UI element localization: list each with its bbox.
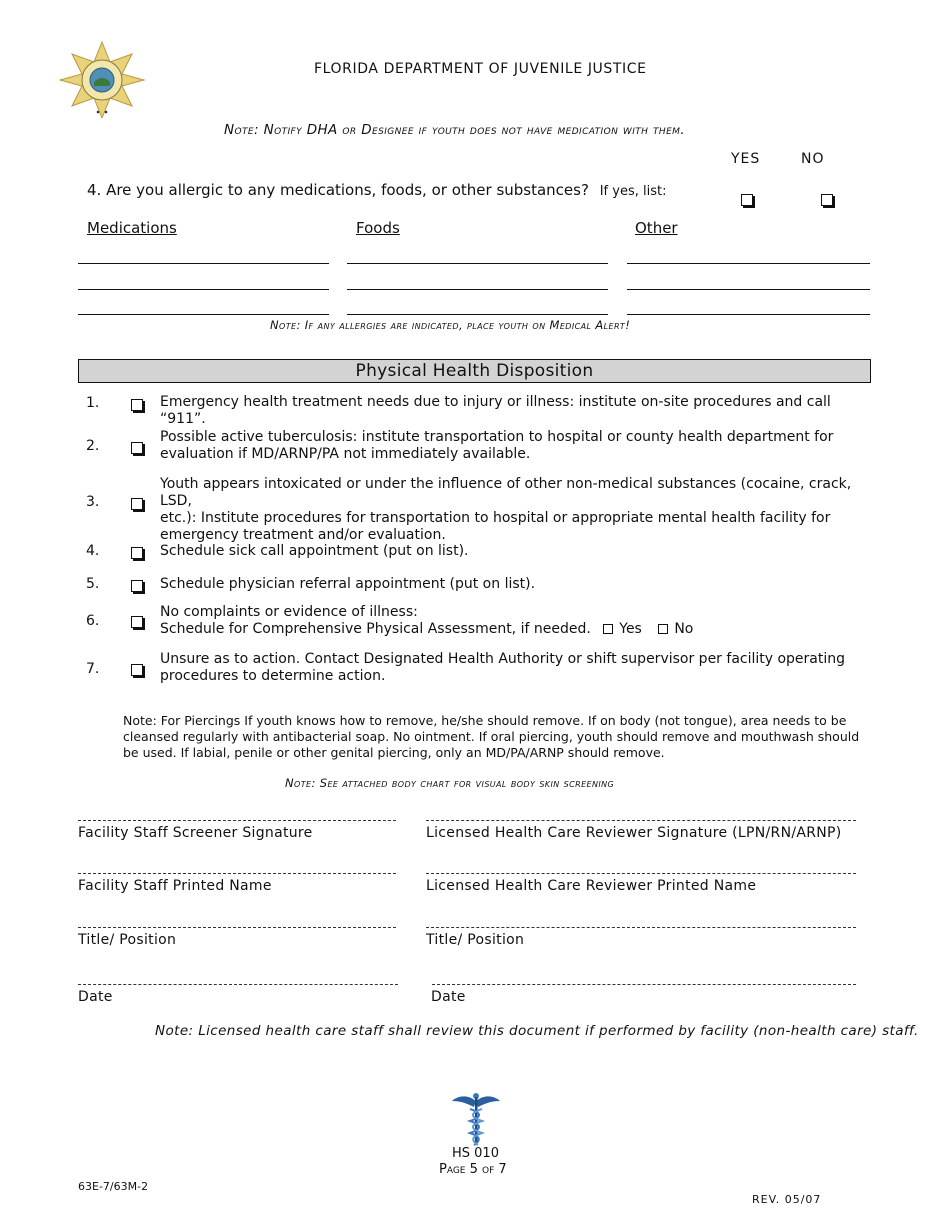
medications-column-header: Medications	[87, 219, 177, 237]
disposition-number: 5.	[86, 576, 100, 592]
caduceus-icon	[450, 1091, 502, 1147]
disposition-title: Physical Health Disposition	[355, 361, 594, 381]
allergy-yes-checkbox[interactable]	[741, 191, 753, 210]
page-number: Page 5 of 7	[439, 1162, 507, 1177]
comprehensive-no-checkbox[interactable]	[658, 624, 668, 634]
disposition-checkbox-1[interactable]	[131, 396, 143, 415]
note-piercings: Note: For Piercings If youth knows how to remove, he/she should remove. If on body (not tongue), area needs to be cleansed regularly with antibacterial soap. No ointment. If oral piercing, youth should remove and mouthwash should be used. If labial, penile or other genital piercing, only an MD/PA/ARNP should remove.	[123, 713, 860, 760]
other-line-1[interactable]	[627, 263, 870, 264]
page-header-title: FLORIDA DEPARTMENT OF JUVENILE JUSTICE	[314, 61, 647, 77]
reviewer-title-label: Title/ Position	[426, 932, 525, 948]
note-body-chart: Note: See attached body chart for visual body skin screening	[285, 776, 615, 790]
screener-date-line[interactable]	[78, 984, 398, 985]
medications-line-2[interactable]	[78, 289, 329, 290]
comprehensive-yes-option[interactable]: Yes	[603, 621, 642, 637]
medications-line-3[interactable]	[78, 314, 329, 315]
disposition-text-3: Youth appears intoxicated or under the influence of other non-medical substances (cocaine, crack, LSD, etc.): Institute procedures for transportation to hospital or appropriate mental health facility for emergency treatment and/or evaluation.	[160, 476, 852, 543]
disposition-checkbox-2[interactable]	[131, 439, 143, 458]
comprehensive-yes-checkbox[interactable]	[603, 624, 613, 634]
disposition-number: 4.	[86, 543, 100, 559]
disposition-number: 2.	[86, 438, 100, 454]
comprehensive-no-option[interactable]: No	[658, 621, 693, 637]
screener-signature-line[interactable]	[78, 820, 396, 821]
other-line-2[interactable]	[627, 289, 870, 290]
disposition-text-5: Schedule physician referral appointment (put on list).	[160, 576, 536, 592]
foods-column-header: Foods	[356, 219, 400, 237]
reviewer-title-line[interactable]	[426, 927, 856, 928]
revision-date: REV. 05/07	[752, 1193, 822, 1206]
disposition-number: 1.	[86, 395, 100, 411]
medications-line-1[interactable]	[78, 263, 329, 264]
reviewer-printed-name-line[interactable]	[426, 873, 856, 874]
if-yes-list-label: If yes, list:	[599, 184, 667, 199]
form-id: HS 010	[452, 1146, 499, 1161]
reviewer-printed-name-label: Licensed Health Care Reviewer Printed Name	[426, 878, 757, 894]
disposition-header	[78, 359, 871, 383]
screener-date-label: Date	[78, 989, 113, 1005]
disposition-number: 6.	[86, 613, 100, 629]
allergy-no-checkbox[interactable]	[821, 191, 833, 210]
screener-printed-name-line[interactable]	[78, 873, 396, 874]
screener-title-label: Title/ Position	[78, 932, 177, 948]
note-medication: Note: Notify DHA or Designee if youth does not have medication with them.	[224, 122, 686, 138]
disposition-number: 3.	[86, 494, 100, 510]
disposition-text-1: Emergency health treatment needs due to injury or illness: institute on-site procedures and call “911”.	[160, 394, 831, 427]
screener-title-line[interactable]	[78, 927, 396, 928]
disposition-text-2: Possible active tuberculosis: institute transportation to hospital or county health department for evaluation if MD/ARNP/PA not immediately available.	[160, 429, 834, 462]
disposition-text-7: Unsure as to action. Contact Designated Health Authority or shift supervisor per facility operating procedures to determine action.	[160, 651, 846, 684]
note-review: Note: Licensed health care staff shall review this document if performed by facility (non-health care) staff.	[155, 1023, 919, 1039]
question-4-text: 4. Are you allergic to any medications, foods, or other substances? If yes, list:	[87, 181, 667, 199]
foods-line-1[interactable]	[347, 263, 608, 264]
reviewer-date-line[interactable]	[432, 984, 856, 985]
disposition-checkbox-7[interactable]	[131, 661, 143, 680]
other-column-header: Other	[635, 219, 678, 237]
disposition-checkbox-4[interactable]	[131, 544, 143, 563]
screener-printed-name-label: Facility Staff Printed Name	[78, 878, 272, 894]
yes-column-label: YES	[731, 151, 761, 167]
foods-line-3[interactable]	[347, 314, 608, 315]
reviewer-signature-label: Licensed Health Care Reviewer Signature (LPN/RN/ARNP)	[426, 825, 842, 841]
other-line-3[interactable]	[627, 314, 870, 315]
disposition-checkbox-3[interactable]	[131, 495, 143, 514]
disposition-text-6: No complaints or evidence of illness: Schedule for Comprehensive Physical Assessment, if needed. Yes No	[160, 604, 694, 637]
foods-line-2[interactable]	[347, 289, 608, 290]
note-allergy-alert: Note: If any allergies are indicated, place youth on Medical Alert!	[270, 318, 631, 332]
reviewer-date-label: Date	[431, 989, 466, 1005]
reviewer-signature-line[interactable]	[426, 820, 856, 821]
department-seal	[58, 40, 146, 118]
disposition-text-4: Schedule sick call appointment (put on list).	[160, 543, 469, 559]
rule-reference: 63E-7/63M-2	[78, 1180, 149, 1193]
disposition-checkbox-6[interactable]	[131, 613, 143, 632]
screener-signature-label: Facility Staff Screener Signature	[78, 825, 313, 841]
disposition-number: 7.	[86, 661, 100, 677]
no-column-label: NO	[801, 151, 825, 167]
disposition-checkbox-5[interactable]	[131, 577, 143, 596]
